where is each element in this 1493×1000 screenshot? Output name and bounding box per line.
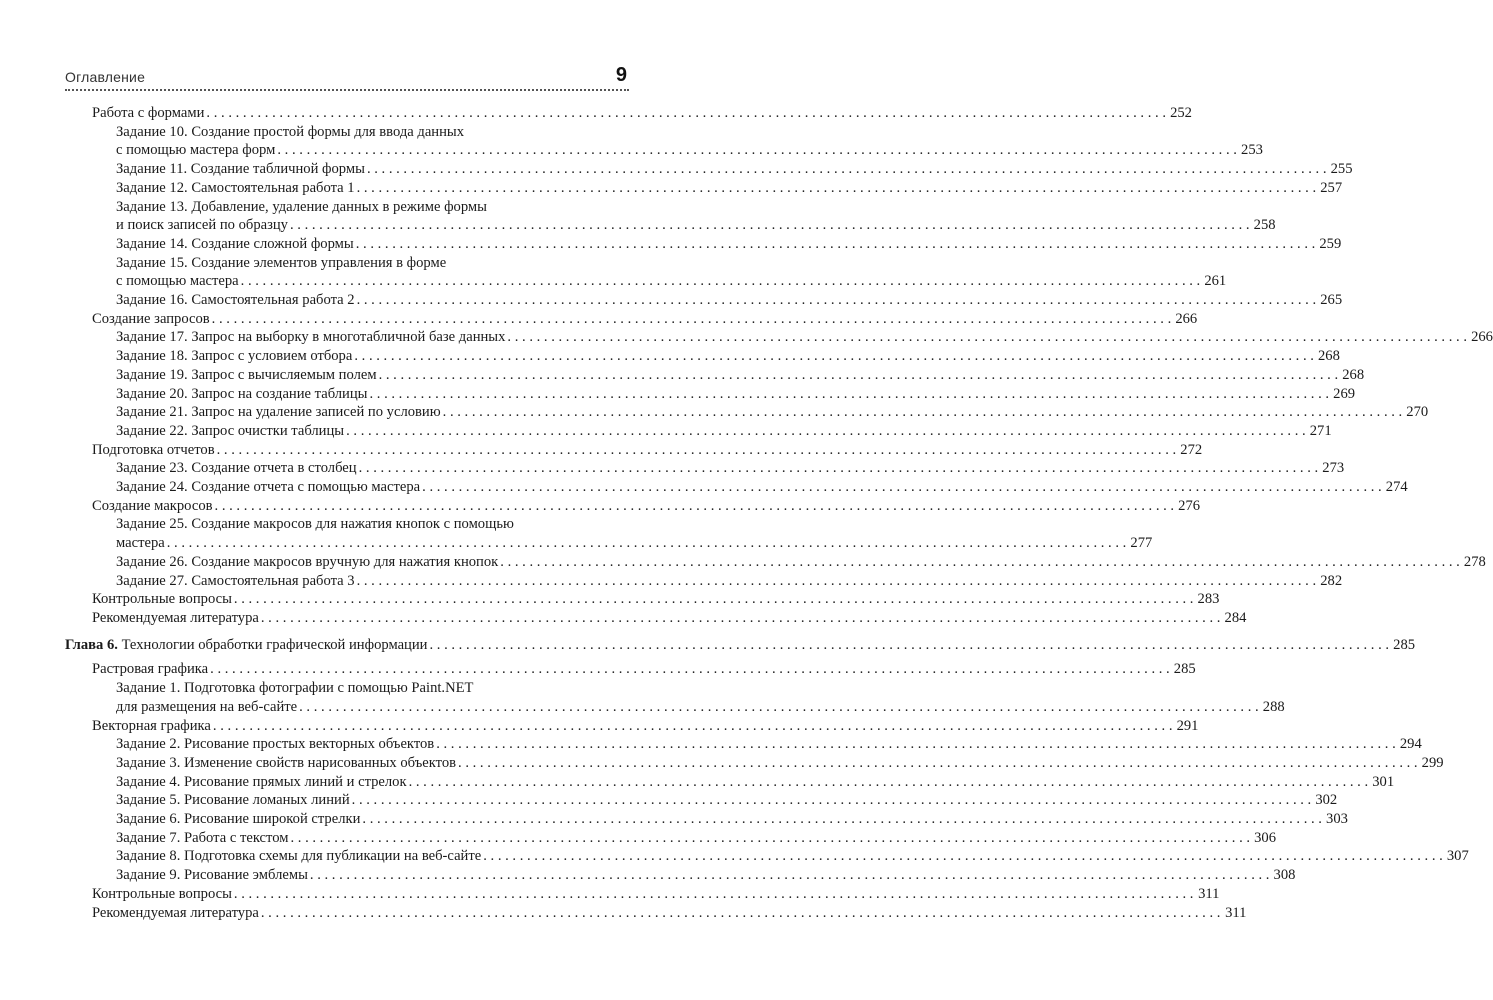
toc-page-number: 291 <box>1176 717 1199 734</box>
dot-leader <box>507 328 1467 347</box>
toc-page-number: 272 <box>1180 441 1203 458</box>
toc-task <box>65 403 1429 422</box>
toc-entry-title: Задание 9. Рисование эмблемы <box>116 867 308 884</box>
dot-leader <box>352 791 1312 810</box>
toc-task <box>65 553 1486 572</box>
toc-page-number: 259 <box>1319 235 1342 252</box>
running-title: Оглавление <box>65 69 146 85</box>
toc-section <box>65 590 1220 609</box>
dot-leader <box>167 534 1127 553</box>
toc-entry-title: с помощью мастера <box>116 273 239 290</box>
toc-task <box>65 735 1422 754</box>
toc-page-number: 307 <box>1446 848 1469 865</box>
dot-leader <box>379 366 1339 385</box>
toc-entry-title: Задание 24. Создание отчета с помощью мастера <box>116 479 421 496</box>
toc-task <box>65 459 1345 478</box>
toc-task <box>65 679 1285 716</box>
chapter-label: Глава 6. <box>65 636 118 653</box>
dot-leader <box>357 572 1317 591</box>
toc-entry-title: Задание 8. Подготовка схемы для публикации на веб-сайте <box>116 848 482 865</box>
dot-leader <box>310 866 1270 885</box>
dot-leader <box>429 636 1389 655</box>
toc-task <box>65 160 1353 179</box>
dot-leader <box>234 885 1194 904</box>
toc-task <box>65 773 1395 792</box>
toc-entry-title-line: Задание 25. Создание макросов для нажатия кнопок с помощью <box>116 516 514 533</box>
dot-leader <box>458 754 1418 773</box>
dot-leader <box>241 272 1201 291</box>
toc-task <box>65 422 1332 441</box>
dot-leader <box>299 698 1259 717</box>
toc-entry-title: Задание 5. Рисование ломаных линий <box>116 792 350 809</box>
toc-page-number: 311 <box>1198 885 1220 902</box>
page-number: 9 <box>615 64 627 86</box>
toc-page-number: 311 <box>1225 904 1247 921</box>
toc-task <box>65 235 1342 254</box>
toc-entry-title: Задание 16. Самостоятельная работа 2 <box>116 292 355 309</box>
toc-task <box>65 754 1444 773</box>
dot-leader <box>290 216 1250 235</box>
dot-leader <box>409 773 1369 792</box>
dot-leader <box>215 497 1175 516</box>
toc-section <box>65 609 1247 628</box>
toc-page-number: 278 <box>1463 553 1486 570</box>
toc-entry-title: Задание 3. Изменение свойств нарисованных объектов <box>116 754 457 771</box>
toc-entry-title: Задание 18. Запрос с условием отбора <box>116 348 353 365</box>
toc-task <box>65 347 1340 366</box>
dot-leader <box>422 478 1382 497</box>
header-divider <box>65 89 629 91</box>
toc-section <box>65 497 1201 516</box>
toc-task <box>65 123 1263 160</box>
dot-leader <box>213 717 1173 736</box>
toc-entry-title-line: Задание 15. Создание элементов управления в форме <box>116 254 447 271</box>
toc-task <box>65 791 1338 810</box>
dot-leader <box>206 104 1166 123</box>
dot-leader <box>357 179 1317 198</box>
toc-entry-title: Задание 2. Рисование простых векторных объектов <box>116 736 435 753</box>
toc-entry-title: Задание 14. Создание сложной формы <box>116 235 354 252</box>
toc-section <box>65 104 1192 123</box>
toc-task <box>65 254 1227 291</box>
toc-entry-title: Задание 17. Запрос на выборку в многотабличной базе данных <box>116 329 506 346</box>
dot-leader <box>359 459 1319 478</box>
toc-entry-title: Создание запросов <box>92 310 210 327</box>
toc-page-number: 270 <box>1406 404 1429 421</box>
toc-task <box>65 366 1365 385</box>
toc-page-number: 288 <box>1262 698 1285 715</box>
toc-page-number: 274 <box>1385 479 1408 496</box>
toc-page-number: 308 <box>1273 867 1296 884</box>
toc-entry-title-line: Задание 1. Подготовка фотографии с помощью Paint.NET <box>116 680 474 697</box>
toc-entry-title: Задание 23. Создание отчета в столбец <box>116 460 357 477</box>
dot-leader <box>356 235 1316 254</box>
dot-leader <box>362 810 1322 829</box>
dot-leader <box>346 422 1306 441</box>
toc-section <box>65 904 1247 923</box>
toc-task <box>65 810 1348 829</box>
toc-entry-title: для размещения на веб-сайте <box>116 698 298 715</box>
toc-page-number: 303 <box>1326 811 1348 828</box>
toc-entry-title: Подготовка отчетов <box>92 441 215 458</box>
toc-task <box>65 829 1277 848</box>
toc-page-number: 284 <box>1224 609 1247 626</box>
toc-entry-title: и поиск записей по образцу <box>116 217 288 234</box>
toc-page-number: 276 <box>1178 497 1201 514</box>
toc-entry-title: Контрольные вопросы <box>92 591 232 608</box>
toc-page-number: 301 <box>1372 773 1395 790</box>
dot-leader <box>217 441 1177 460</box>
toc-entry-title: Задание 6. Рисование широкой стрелки <box>116 811 361 828</box>
dot-leader <box>261 904 1221 923</box>
toc-page-number: 265 <box>1320 292 1343 309</box>
toc-entry-title: Рекомендуемая литература <box>92 904 259 921</box>
toc-page-number: 302 <box>1315 792 1338 809</box>
dot-leader <box>483 847 1443 866</box>
toc-page-number: 253 <box>1241 142 1263 159</box>
dot-leader <box>357 291 1317 310</box>
toc-entry-title: Задание 4. Рисование прямых линий и стрелок <box>116 773 407 790</box>
dot-leader <box>212 310 1172 329</box>
toc-page-number: 266 <box>1471 329 1493 346</box>
toc-task <box>65 198 1276 235</box>
toc-page-number: 285 <box>1173 661 1196 678</box>
toc-page-number: 268 <box>1342 366 1365 383</box>
toc-section <box>65 441 1203 460</box>
toc-section <box>65 310 1198 329</box>
toc-page-number: 277 <box>1130 535 1153 552</box>
toc-page-number: 266 <box>1175 310 1198 327</box>
toc-page-number: 283 <box>1197 591 1220 608</box>
toc-page-number: 273 <box>1322 460 1345 477</box>
toc-page-number: 282 <box>1320 572 1343 589</box>
dot-leader <box>367 160 1327 179</box>
toc-entry-title: Задание 19. Запрос с вычисляемым полем <box>116 366 377 383</box>
toc-entry-title: Рекомендуемая литература <box>92 609 259 626</box>
toc-entry-title: Работа с формами <box>92 105 205 121</box>
toc-page-number: 252 <box>1170 105 1192 121</box>
dot-leader <box>234 590 1194 609</box>
table-of-contents <box>65 104 1493 922</box>
toc-entry-title-line: Задание 13. Добавление, удаление данных в режиме формы <box>116 198 487 215</box>
toc-entry-title: Задание 27. Самостоятельная работа 3 <box>116 572 355 589</box>
toc-page-number: 258 <box>1253 217 1276 234</box>
toc-entry-title: Задание 22. Запрос очистки таблицы <box>116 422 345 439</box>
toc-task <box>65 179 1343 198</box>
toc-entry-title: Задание 21. Запрос на удаление записей по условию <box>116 404 441 421</box>
toc-task <box>65 328 1493 347</box>
toc-page-number: 299 <box>1421 754 1444 771</box>
toc-entry-title: Растровая графика <box>92 661 209 678</box>
toc-task <box>65 866 1296 885</box>
dot-leader <box>369 385 1329 404</box>
toc-entry-title: Задание 26. Создание макросов вручную для нажатия кнопок <box>116 553 499 570</box>
toc-entry-title: мастера <box>116 535 165 552</box>
toc-chapter <box>65 636 1416 655</box>
toc-page-number: 257 <box>1320 179 1343 196</box>
toc-task <box>65 385 1356 404</box>
toc-section <box>65 885 1220 904</box>
toc-task <box>65 291 1343 310</box>
toc-entry-title-line: Задание 10. Создание простой формы для ввода данных <box>116 123 465 140</box>
toc-page-number: 255 <box>1330 161 1353 178</box>
toc-entry-title: с помощью мастера форм <box>116 142 276 159</box>
toc-task <box>65 478 1408 497</box>
toc-page-number: 294 <box>1399 736 1422 753</box>
toc-entry-title: Задание 20. Запрос на создание таблицы <box>116 385 368 402</box>
toc-task <box>65 515 1153 552</box>
dot-leader <box>277 141 1237 160</box>
dot-leader <box>290 829 1250 848</box>
dot-leader <box>500 553 1460 572</box>
toc-page-number: 271 <box>1309 422 1332 439</box>
toc-page-number: 269 <box>1333 385 1356 402</box>
toc-section <box>65 660 1196 679</box>
toc-entry-title: Контрольные вопросы <box>92 885 232 902</box>
toc-page-number: 261 <box>1204 273 1227 290</box>
toc-task <box>65 572 1343 591</box>
dot-leader <box>210 660 1170 679</box>
toc-page-number: 285 <box>1393 636 1416 653</box>
chapter-title: Технологии обработки графической информации <box>121 636 428 653</box>
toc-page-number: 306 <box>1254 829 1277 846</box>
toc-section <box>65 717 1199 736</box>
toc-entry-title: Задание 12. Самостоятельная работа 1 <box>116 179 355 196</box>
toc-entry-title: Задание 7. Работа с текстом <box>116 829 289 846</box>
toc-task <box>65 847 1469 866</box>
page-header <box>65 66 629 90</box>
toc-page-number: 268 <box>1318 348 1340 365</box>
dot-leader <box>261 609 1221 628</box>
dot-leader <box>436 735 1396 754</box>
toc-entry-title: Создание макросов <box>92 497 213 514</box>
dot-leader <box>354 347 1314 366</box>
toc-entry-title: Задание 11. Создание табличной формы <box>116 161 365 178</box>
dot-leader <box>443 403 1403 422</box>
toc-entry-title: Векторная графика <box>92 717 211 734</box>
